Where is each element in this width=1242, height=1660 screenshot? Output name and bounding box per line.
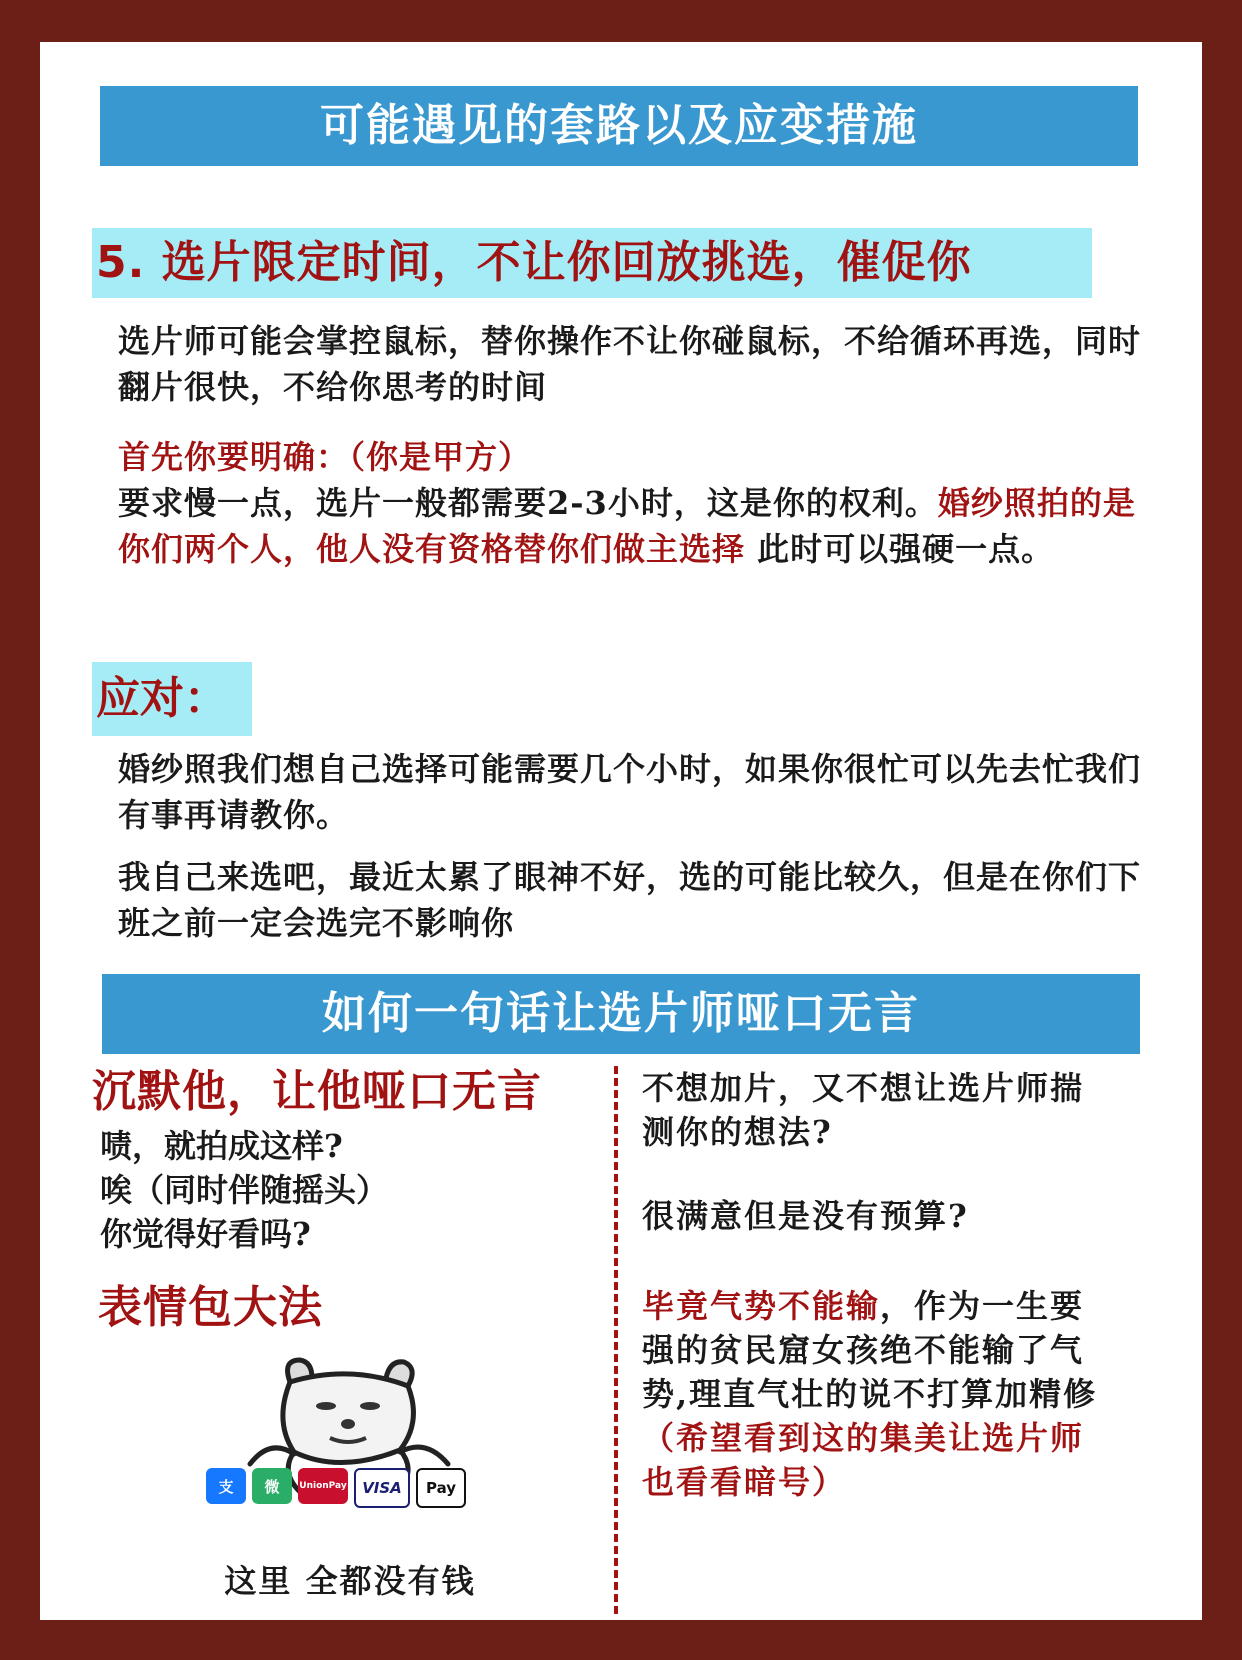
rights-paragraph [118,480,1168,572]
silent-line: 唉（同时伴随摇头） [100,1171,389,1209]
column-divider [614,1066,618,1614]
header-banner: 可能遇见的套路以及应变措施 [100,86,1138,166]
rights-highlight: 婚纱照拍的是你们两个人，他人没有资格替你们做主选择 [118,484,1136,568]
meme-caption: 这里 全都没有钱 [224,1562,476,1600]
section-banner-2: 如何一句话让选片师哑口无言 [102,974,1140,1054]
response-heading: 应对： [92,662,252,736]
section-5-heading: 5. 选片限定时间，不让你回放挑选，催促你 [92,228,1092,298]
answer-paragraph [642,1284,1112,1504]
silent-line: 啧，就拍成这样? [100,1127,343,1165]
alipay-icon: 支 [206,1468,246,1504]
silent-title: 沉默他，让他哑口无言 [92,1066,542,1117]
visa-icon: VISA [354,1468,410,1508]
sticker-title: 表情包大法 [98,1282,323,1333]
silent-lines [100,1124,388,1256]
rights-text: 要求慢一点，选片一般都需要2-3小时，这是你的权利。 [118,484,938,522]
wechat-pay-icon: 微 [252,1468,292,1504]
silent-line: 你觉得好看吗? [100,1215,311,1253]
section-5-paragraph: 选片师可能会掌控鼠标，替你操作不让你碰鼠标，不给循环再选，同时翻片很快，不给你思考的时间 [118,322,1142,406]
answer-text: ，作为一生要强的贫民窟女孩绝不能输了气势,理直气壮的说不打算加精修 [642,1287,1098,1413]
rights-text-end: 此时可以强硬一点。 [745,530,1055,568]
answer-highlight: 毕竟气势不能输 [642,1287,881,1325]
answer-note: （希望看到这的集美让选片师也看看暗号） [642,1419,1085,1501]
response-line-1: 婚纱照我们想自己选择可能需要几个小时，如果你很忙可以先去忙我们有事再请教你。 [118,750,1142,834]
question-no-extra: 不想加片，又不想让选片师揣测你的想法? [642,1069,1085,1151]
payment-icons [206,1468,466,1508]
unionpay-icon: UnionPay [298,1468,348,1504]
first-label: 首先你要明确：（你是甲方） [118,438,532,476]
apple-pay-icon: Pay [416,1468,466,1508]
content-card [40,42,1202,1620]
response-line-2: 我自己来选吧，最近太累了眼神不好，选的可能比较久，但是在你们下班之前一定会选完不影响你 [118,858,1142,942]
question-no-budget: 很满意但是没有预算? [642,1197,969,1235]
